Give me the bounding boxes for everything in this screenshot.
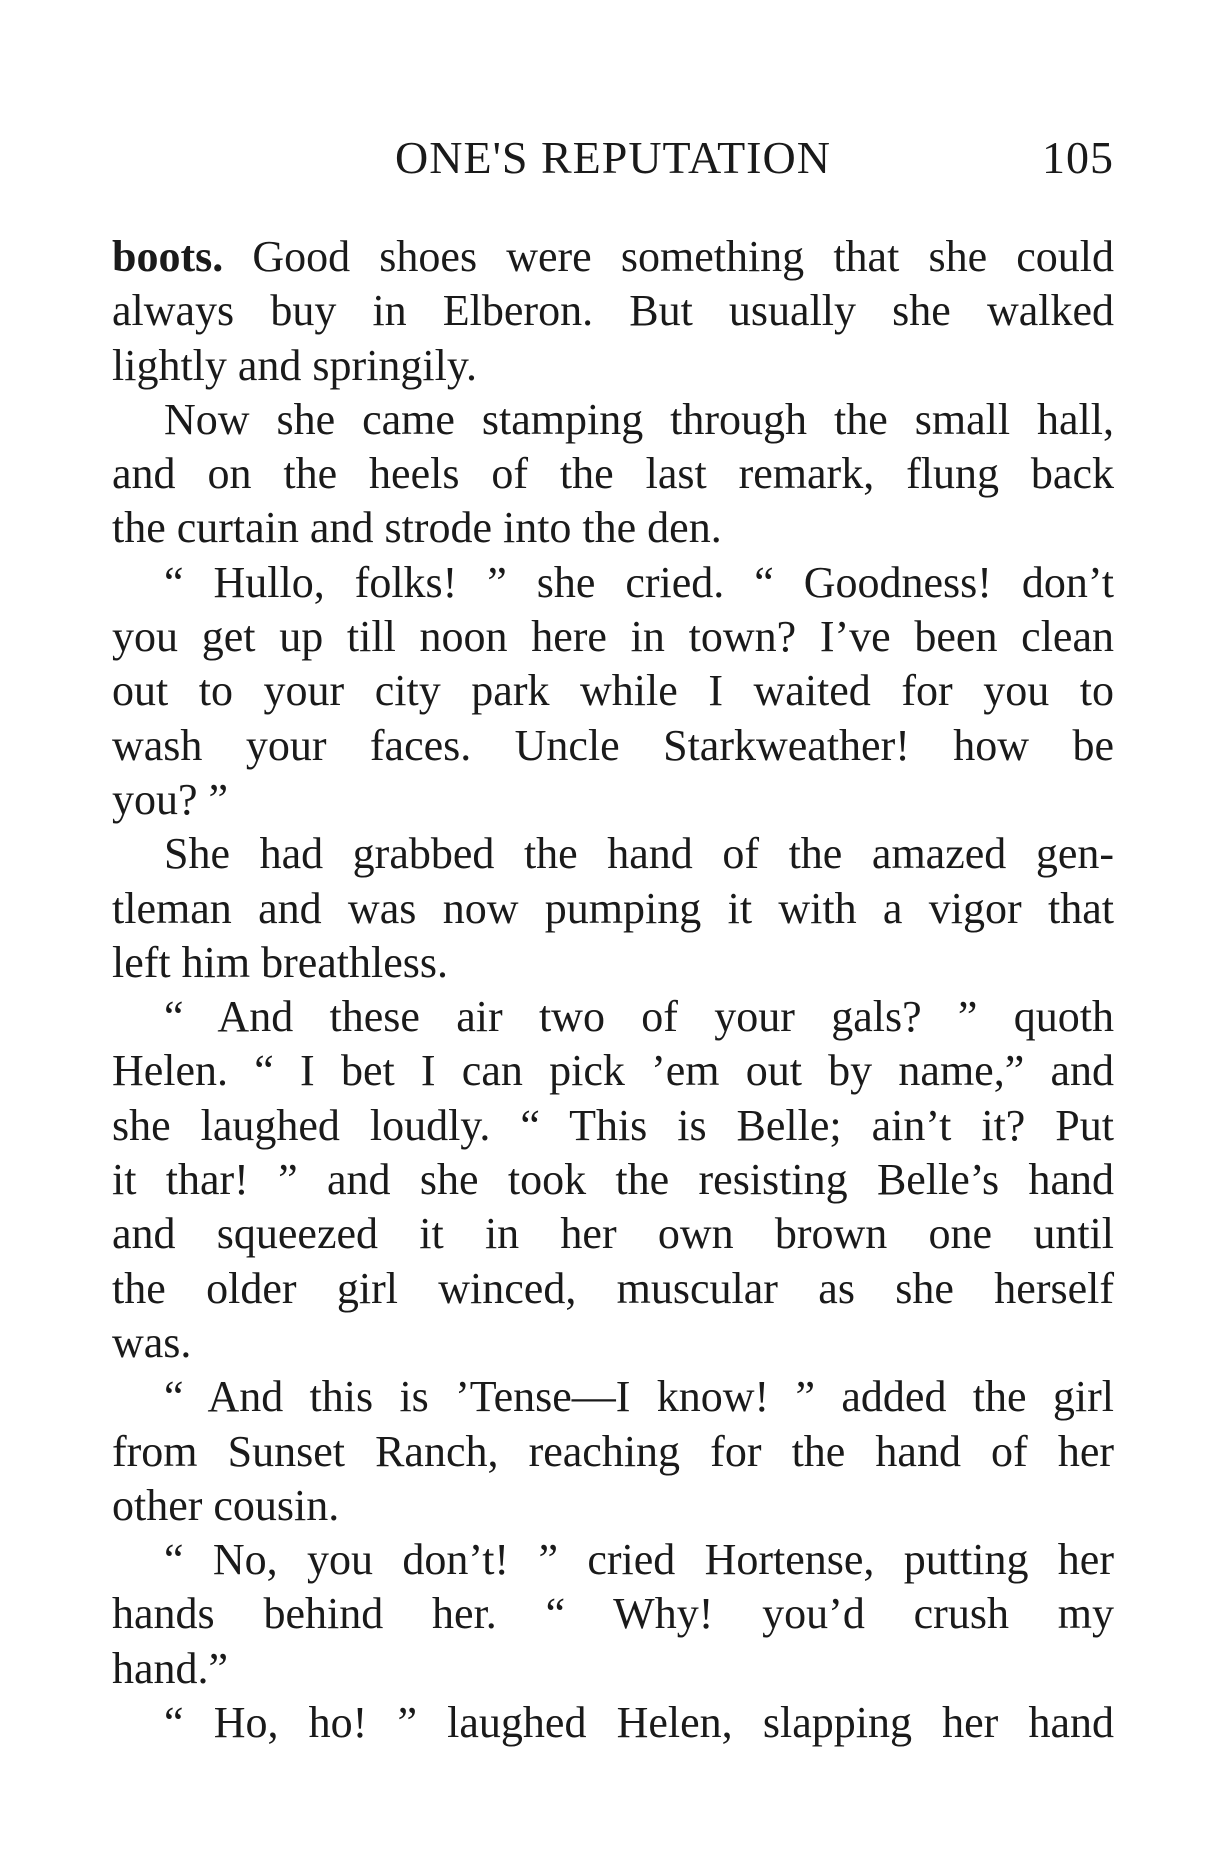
text-line-content: Good shoes were something that she could <box>223 232 1114 281</box>
text-line: “ No, you don’t! ” cried Hortense, putting her <box>164 1535 1114 1585</box>
text-line: out to your city park while I waited for you to <box>112 666 1114 716</box>
page-number: 105 <box>1042 132 1114 183</box>
text-line: “ And these air two of your gals? ” quoth <box>164 992 1114 1042</box>
text-line: “ Hullo, folks! ” she cried. “ Goodness! don’t <box>164 557 1114 607</box>
lead-word: boots. <box>112 232 224 281</box>
text-line: Helen. “ I bet I can pick ’em out by name,” and <box>112 1046 1114 1096</box>
text-line: and squeezed it in her own brown one until <box>112 1209 1114 1259</box>
text-line: it thar! ” and she took the resisting Belle’s hand <box>112 1155 1114 1205</box>
text-line: the curtain and strode into the den. <box>112 503 722 553</box>
body-text <box>112 230 1114 1750</box>
text-line: hands behind her. “ Why! you’d crush my <box>112 1589 1114 1639</box>
text-line: you get up till noon here in town? I’ve been clean <box>112 612 1114 662</box>
text-line: was. <box>112 1317 192 1367</box>
text-line: she laughed loudly. “ This is Belle; ain’t it? Put <box>112 1100 1114 1150</box>
text-line: you? ” <box>112 774 229 824</box>
text-line: the older girl winced, muscular as she herself <box>112 1263 1114 1313</box>
text-line: “ And this is ’Tense—I know! ” added the girl <box>164 1372 1114 1422</box>
text-line: “ Ho, ho! ” laughed Helen, slapping her hand <box>164 1698 1114 1748</box>
text-line: Now she came stamping through the small hall, <box>164 394 1114 444</box>
text-line: wash your faces. Uncle Starkweather! how be <box>112 720 1114 770</box>
running-head <box>112 128 1114 188</box>
text-line: tleman and was now pumping it with a vigor that <box>112 883 1114 933</box>
text-line: always buy in Elberon. But usually she walked <box>112 286 1114 336</box>
text-line: hand.” <box>112 1643 229 1693</box>
text-line: left him breathless. <box>112 937 449 987</box>
text-line: other cousin. <box>112 1480 340 1530</box>
text-line <box>112 230 1114 284</box>
text-line: and on the heels of the last remark, flung back <box>112 449 1114 499</box>
running-title: ONE'S REPUTATION <box>395 132 831 183</box>
text-line: lightly and springily. <box>112 340 478 390</box>
text-line: from Sunset Ranch, reaching for the hand of her <box>112 1426 1114 1476</box>
text-line: She had grabbed the hand of the amazed gen- <box>164 829 1114 879</box>
